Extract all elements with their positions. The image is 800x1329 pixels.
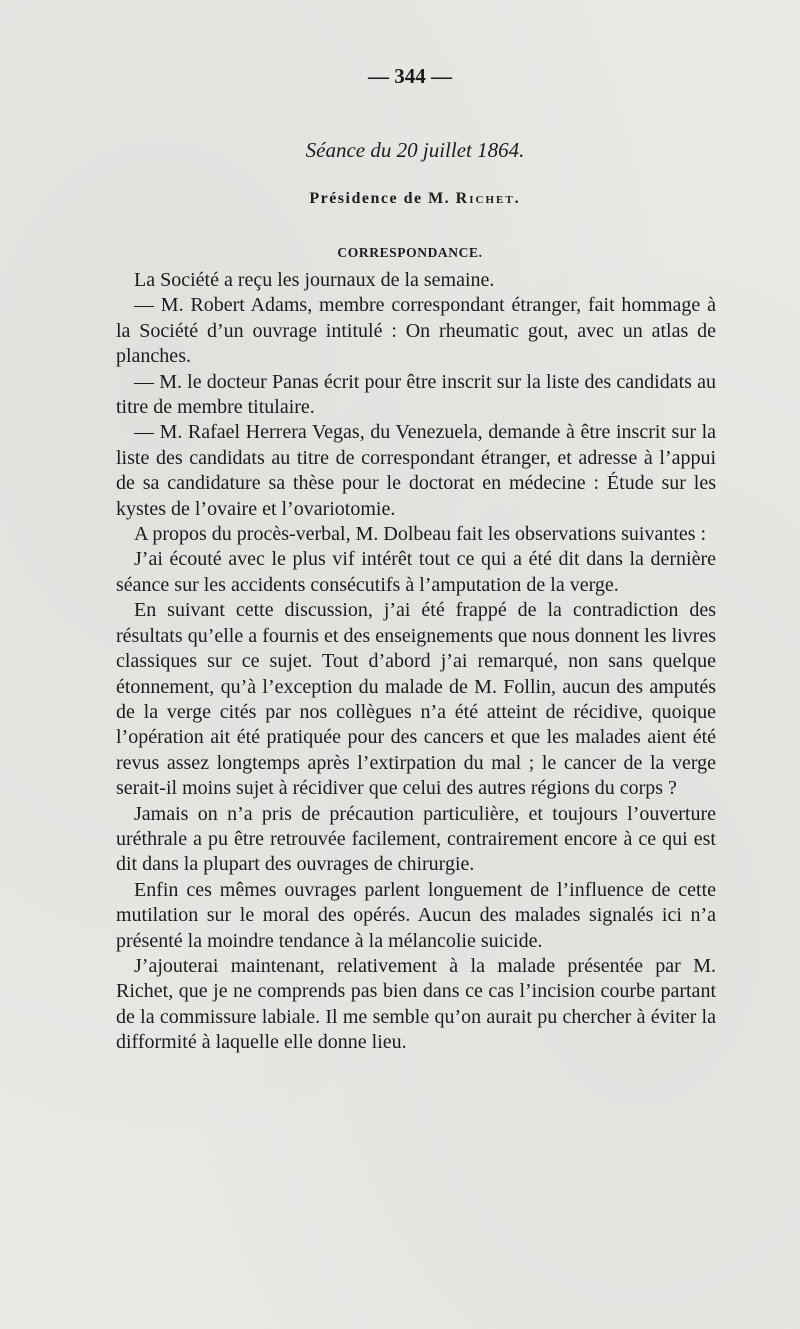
paragraph-herrera-vegas: — M. Rafael Herrera Vegas, du Venezuela, demande à être inscrit sur la liste des candidats au titre de correspondant étranger, et adresse à l’appui de sa candidature sa thèse pour le doctorat en médecine : Étude sur les kystes de l’ovaire et l’ovariotomie.	[116, 421, 716, 520]
president-name: Richet.	[455, 190, 521, 207]
paragraph-journals: La Société a reçu les journaux de la semaine.	[134, 269, 495, 291]
paragraph-dolbeau-4: Enfin ces mêmes ouvrages parlent longuement de l’influence de cette mutilation sur le moral des opérés. Aucun des malades signalés ici n’a présenté la moindre tendance à la mélancolie suicide.	[116, 878, 716, 952]
session-title: Séance du 20 juillet 1864.	[305, 138, 525, 162]
paragraph-proces-verbal: A propos du procès-verbal, M. Dolbeau fait les observations suivantes :	[134, 523, 707, 546]
paragraph-dolbeau-1: J’ai écouté avec le plus vif intérêt tout ce qui a été dit dans la dernière séance sur les accidents consécutifs à l’amputation de la verge.	[116, 548, 716, 596]
section-heading: CORRESPONDANCE.	[337, 245, 483, 260]
paragraph-dolbeau-5: J’ajouterai maintenant, relativement à la malade présentée par M. Richet, que je ne comprends pas bien dans ce cas l’incision courbe partant de la commissure labiale. Il me semble qu’on aurait pu chercher à éviter la difformité à laquelle elle donne lieu.	[116, 954, 716, 1054]
paragraph-dolbeau-3: Jamais on n’a pris de précaution particulière, et toujours l’ouverture uréthrale a pu être retrouvée facilement, contrairement encore à ce qui est dit dans la plupart des ouvrages de chirurgie.	[116, 802, 716, 876]
paragraph-panas: — M. le docteur Panas écrit pour être inscrit sur la liste des candidats au titre de membre titulaire.	[116, 370, 716, 419]
paragraph-dolbeau-2: En suivant cette discussion, j’ai été frappé de la contradiction des résultats qu’elle a fournis et des enseignements que nous donnent les livres classiques sur ce sujet. Tout d’abord j’ai remarqué, non sans quelque étonnement, qu’à l’exception du malade de M. Follin, aucun des amputés de la verge cités par nos collègues n’a été atteint de récidive, quoique l’opération ait été pratiquée pour des cancers et que les malades aient été revus assez longtemps après l’extirpation du mal ; le cancer de la verge serait-il moins sujet à récidiver que celui des autres régions du corps ?	[116, 599, 716, 800]
paragraph-adams: — M. Robert Adams, membre correspondant étranger, fait hommage à la Société d’un ouvrage intitulé : On rheumatic gout, avec un atlas de planches.	[116, 294, 716, 368]
presidency-line	[0, 190, 800, 208]
page-number: — 344 —	[368, 64, 452, 88]
body-text	[116, 268, 716, 1056]
presidency-prefix: Présidence de M.	[309, 190, 456, 207]
